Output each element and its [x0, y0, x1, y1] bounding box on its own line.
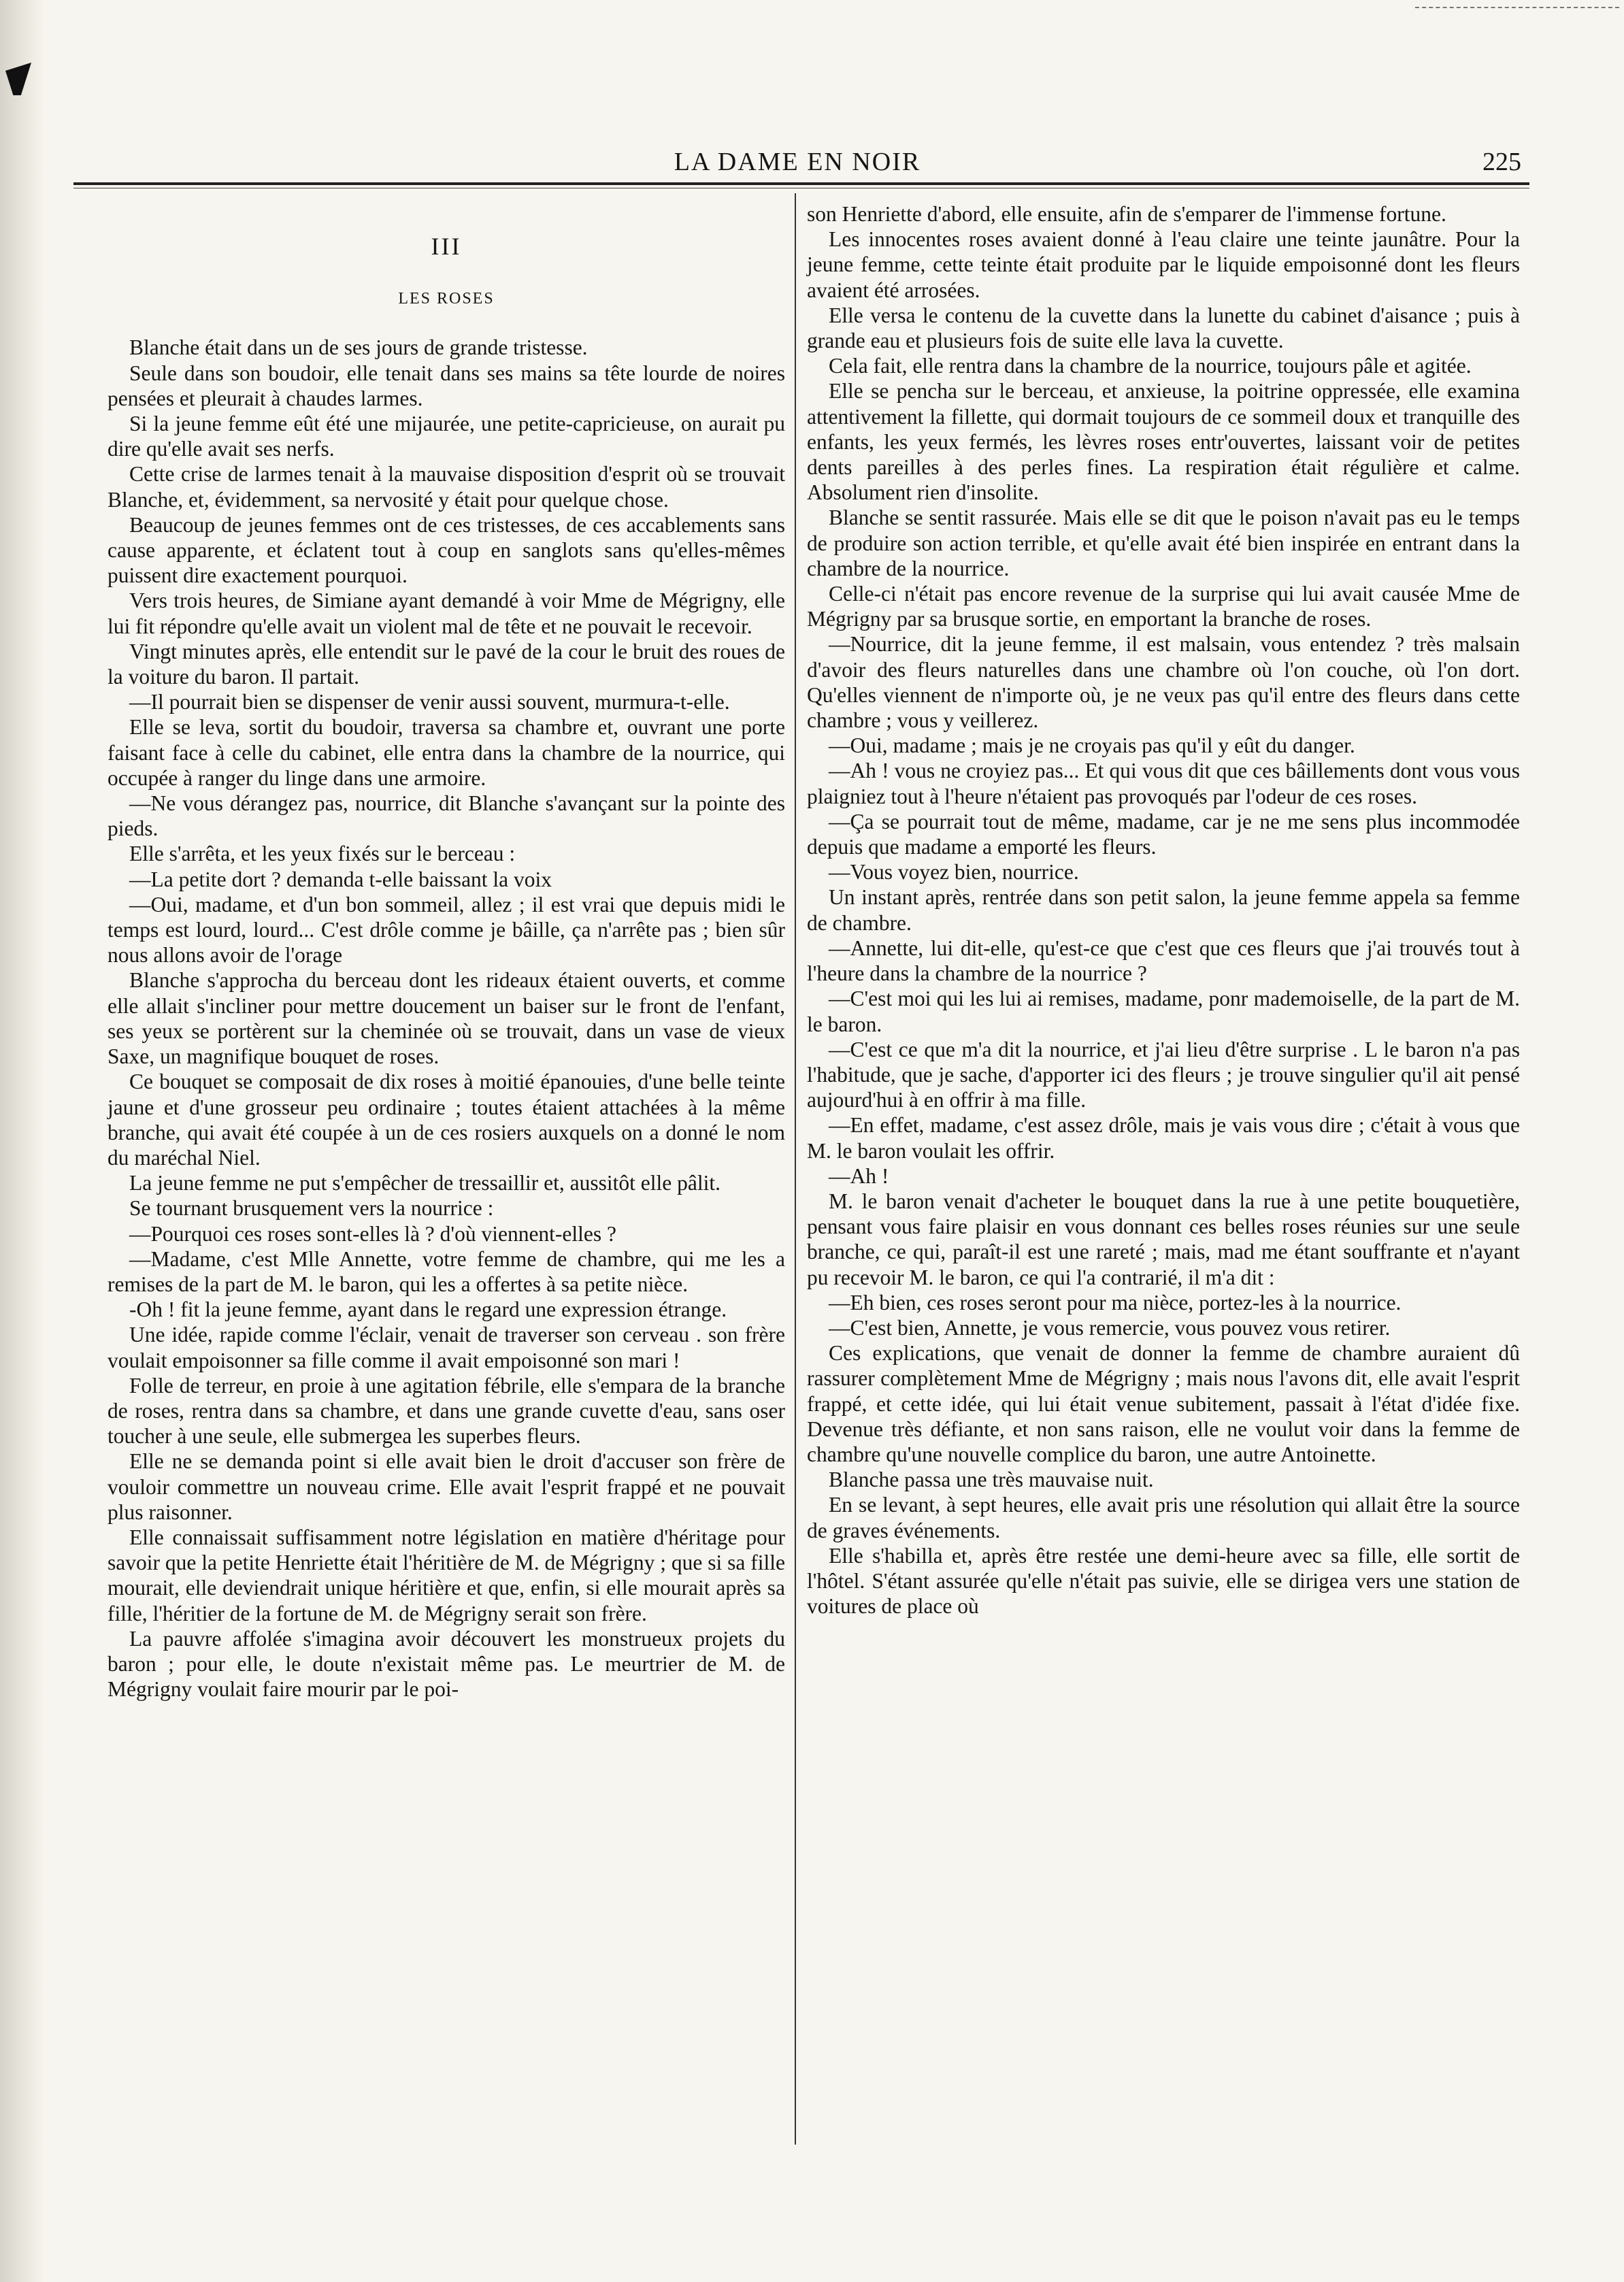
paragraph: La jeune femme ne put s'empêcher de tressaillir et, aussitôt elle pâlit.	[129, 1171, 720, 1195]
paragraph: Elle ne se demanda point si elle avait bien le droit d'accuser son frère de vouloir commettre un nouveau crime. Elle avait l'esprit frappé et ne pouvait plus raisonner.	[107, 1449, 785, 1524]
paragraph: Blanche était dans un de ses jours de grande tristesse.	[129, 335, 588, 360]
page-number: 225	[1482, 148, 1521, 176]
paragraph: —Annette, lui dit-elle, qu'est-ce que c'est que ces fleurs que j'ai trouvés tout à l'heure dans la chambre de la nourrice ?	[807, 936, 1520, 986]
paragraph: En se levant, à sept heures, elle avait pris une résolution qui allait être la source de graves événements.	[807, 1493, 1520, 1542]
column-divider	[795, 193, 796, 2145]
paragraph: —Pourquoi ces roses sont-elles là ? d'où viennent-elles ?	[129, 1221, 616, 1246]
paragraph: —C'est moi qui les lui ai remises, madame, ponr mademoiselle, de la part de M. le baron.	[807, 987, 1520, 1036]
page-header	[73, 144, 1521, 182]
running-title: LA DAME EN NOIR	[674, 148, 921, 176]
chapter-title: LES ROSES	[398, 290, 495, 308]
paragraph: Un instant après, rentrée dans son petit salon, la jeune femme appela sa femme de chambre.	[807, 885, 1520, 935]
paragraph: —Vous voyez bien, nourrice.	[829, 860, 1079, 884]
paragraph: Elle versa le contenu de la cuvette dans la lunette du cabinet d'aisance ; puis à grande eau et plusieurs fois de suite elle lava la cuvette.	[807, 303, 1520, 353]
paragraph: —Ah ! vous ne croyiez pas... Et qui vous dit que ces bâillements dont vous vous plaigniez tout à l'heure n'étaient pas provoqués par l'odeur de ces roses.	[807, 759, 1520, 808]
paragraph: Se tournant brusquement vers la nourrice :	[129, 1196, 494, 1221]
paragraph: —Ne vous dérangez pas, nourrice, dit Blanche s'avançant sur la pointe des pieds.	[107, 791, 785, 841]
paragraph: Ce bouquet se composait de dix roses à moitié épanouies, d'une belle teinte jaune et d'une grosseur peu ordinaire ; toutes étaient attachées à la même branche, qui avait été coupée à un de ces rosiers auxquels on a donné le nom du maréchal Niel.	[107, 1070, 785, 1170]
paragraph: Vers trois heures, de Simiane ayant demandé à voir Mme de Mégrigny, elle lui fit répondre qu'elle avait un violent mal de tête et ne pouvait le recevoir.	[107, 589, 785, 638]
paragraph: La pauvre affolée s'imagina avoir découvert les monstrueux projets du baron ; pour elle, le doute n'existait même pas. Le meurtrier de M. de Mégrigny voulait faire mourir par le poi-	[107, 1626, 785, 1702]
paragraph: M. le baron venait d'acheter le bouquet dans la rue à une petite bouquetière, pensant vous faire plaisir en vous donnant ces belles roses réunies sur une seule branche, ce qui, paraît-il est une rareté ; mais, mad me étant souffrante et n'ayant pu recevoir M. le baron, ce qui l'a contrarié, il m'a dit :	[807, 1189, 1520, 1289]
paragraph: Les innocentes roses avaient donné à l'eau claire une teinte jaunâtre. Pour la jeune femme, cette teinte était produite par le liquide empoisonné dont les fleurs avaient été arrosées.	[807, 227, 1520, 302]
binding-edge	[0, 0, 45, 2282]
paragraph: —En effet, madame, c'est assez drôle, mais je vais vous dire ; c'était à vous que M. le baron voulait les offrir.	[807, 1113, 1520, 1163]
paragraph: —Madame, c'est Mlle Annette, votre femme de chambre, qui me les a remises de la part de M. le baron, qui les a offertes à sa petite nièce.	[107, 1246, 785, 1296]
paragraph: Folle de terreur, en proie à une agitation fébrile, elle s'empara de la branche de roses, rentra dans sa chambre, et dans une grande cuvette d'eau, sans oser toucher à une seule, elle submergea les superbes fleurs.	[107, 1373, 785, 1449]
paragraph: —Oui, madame, et d'un bon sommeil, allez ; il est vrai que depuis midi le temps est lourd, lourd... C'est drôle comme je bâille, ça n'arrête pas ; bien sûr nous allons avoir de l'orage	[107, 892, 785, 968]
paragraph: Si la jeune femme eût été une mijaurée, une petite-capricieuse, on aurait pu dire qu'elle avait ses nerfs.	[107, 412, 785, 461]
paragraph: Elle s'habilla et, après être restée une demi-heure avec sa fille, elle sortit de l'hôtel. S'étant assurée qu'elle n'était pas suivie, elle se dirigea vers une station de voitures de place où	[807, 1543, 1520, 1619]
paragraph: Cela fait, elle rentra dans la chambre de la nourrice, toujours pâle et agitée.	[829, 354, 1472, 378]
paragraph: —Nourrice, dit la jeune femme, il est malsain, vous entendez ? très malsain d'avoir des fleurs naturelles dans une chambre où l'on couche, où l'on dort. Qu'elles viennent de n'importe où, je ne veux pas qu'il entre des fleurs dans cette chambre ; vous y veillerez.	[807, 632, 1520, 733]
paragraph: Elle s'arrêta, et les yeux fixés sur le berceau :	[129, 842, 516, 866]
paragraph: —Eh bien, ces roses seront pour ma nièce, portez-les à la nourrice.	[829, 1290, 1402, 1314]
paragraph: Elle se pencha sur le berceau, et anxieuse, la poitrine oppressée, elle examina attentivement la fillette, qui dormait toujours de ce sommeil doux et tranquille des enfants, les yeux fermés, les lèvres roses entr'ouvertes, laissant voir de petites dents pareilles à des perles fines. La respiration était régulière et calme. Absolument rien d'insolite.	[807, 379, 1520, 505]
paragraph: —Oui, madame ; mais je ne croyais pas qu'il y eût du danger.	[829, 733, 1355, 758]
paragraph: Ces explications, que venait de donner la femme de chambre auraient dû rassurer complètement Mme de Mégrigny ; mais nous l'avons dit, elle avait l'esprit frappé, et cette idée, qui lui était venue subitement, passait à l'état d'idée fixe. Devenue très défiante, et non sans raison, elle ne voulut voir dans la femme de chambre qu'une nouvelle complice du baron, une autre Antoinette.	[807, 1341, 1520, 1466]
paragraph: —Il pourrait bien se dispenser de venir aussi souvent, murmura-t-elle.	[129, 690, 730, 714]
paragraph: Vingt minutes après, elle entendit sur le pavé de la cour le bruit des roues de la voiture du baron. Il partait.	[107, 639, 785, 689]
paragraph: Seule dans son boudoir, elle tenait dans ses mains sa tête lourde de noires pensées et pleurait à chaudes larmes.	[107, 361, 785, 410]
paragraph: Blanche se sentit rassurée. Mais elle se dit que le poison n'avait pas eu le temps de produire son action terrible, et qu'elle avait été bien inspirée en entrant dans la chambre de la nourrice.	[807, 506, 1520, 580]
paragraph: —C'est ce que m'a dit la nourrice, et j'ai lieu d'être surprise . L le baron n'a pas l'habitude, que je sache, d'apporter ici des fleurs ; je trouve singulier qu'il ait pensé aujourd'hui à en offrir à ma fille.	[807, 1037, 1520, 1112]
paragraph: —C'est bien, Annette, je vous remercie, vous pouvez vous retirer.	[829, 1315, 1391, 1340]
paragraph: Une idée, rapide comme l'éclair, venait de traverser son cerveau . son frère voulait empoisonner sa fille comme il avait empoisonné son mari !	[107, 1323, 785, 1372]
paragraph: Blanche passa une très mauvaise nuit.	[829, 1468, 1154, 1492]
paragraph: —La petite dort ? demanda t-elle baissant la voix	[129, 867, 552, 891]
paragraph: Blanche s'approcha du berceau dont les rideaux étaient ouverts, et comme elle allait s'incliner pour mettre doucement un baiser sur le front de l'enfant, ses yeux se portèrent sur la cheminée où se trouvait, dans un vase de vieux Saxe, un magnifique bouquet de roses.	[107, 968, 785, 1069]
paragraph: son Henriette d'abord, elle ensuite, afin de s'emparer de l'immense fortune.	[807, 202, 1446, 226]
paragraph: Celle-ci n'était pas encore revenue de la surprise qui lui avait causée Mme de Mégrigny par sa brusque sortie, en emportant la branche de roses.	[807, 582, 1520, 631]
paragraph: -Oh ! fit la jeune femme, ayant dans le regard une expression étrange.	[129, 1297, 727, 1322]
chapter-number: III	[431, 233, 462, 260]
paragraph: —Ah !	[829, 1163, 889, 1188]
paragraph: —Ça se pourrait tout de même, madame, car je ne me sens plus incommodée depuis que madame a emporté les fleurs.	[807, 809, 1520, 859]
paragraph: Elle se leva, sortit du boudoir, traversa sa chambre et, ouvrant une porte faisant face à celle du cabinet, elle entra dans la chambre de la nourrice, qui occupée à ranger du linge dans une armoire.	[107, 715, 785, 790]
left-column	[107, 204, 785, 1702]
right-column	[807, 201, 1520, 1619]
paragraph: Elle connaissait suffisamment notre législation en matière d'héritage pour savoir que la petite Henriette était l'héritière de M. de Mégrigny ; que si sa fille mourait, elle deviendrait unique héritière et que, enfin, si elle mourait après sa fille, l'héritier de la fortune de M. de Mégrigny serait son frère.	[107, 1525, 785, 1625]
top-dashed-rule	[1415, 7, 1619, 8]
paragraph: Cette crise de larmes tenait à la mauvaise disposition d'esprit où se trouvait Blanche, et, évidemment, sa nervosité y était pour quelque chose.	[107, 462, 785, 512]
paragraph: Beaucoup de jeunes femmes ont de ces tristesses, de ces accablements sans cause apparente, et éclatent tout à coup en sanglots sans qu'elles-mêmes puissent dire exactement pourquoi.	[107, 512, 785, 588]
header-rule	[73, 182, 1529, 185]
